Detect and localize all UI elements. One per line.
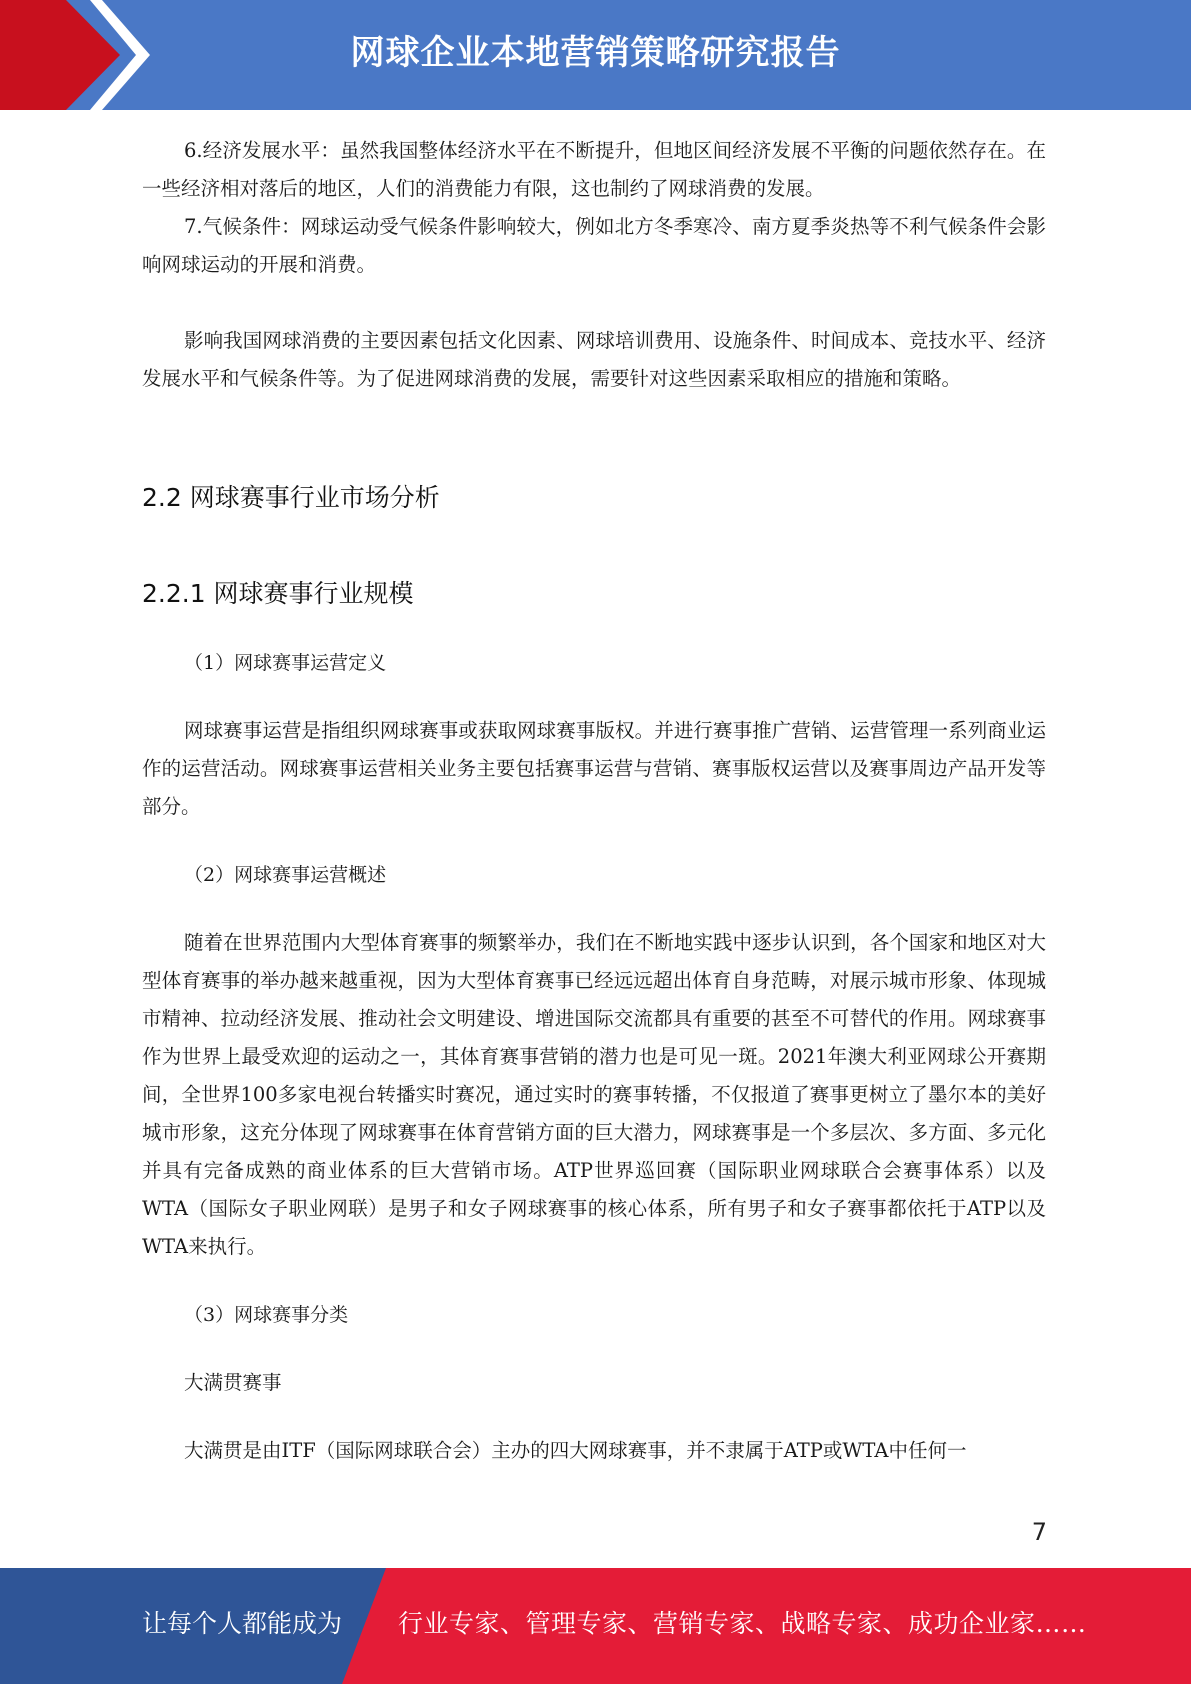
report-title: 网球企业本地营销策略研究报告 (350, 33, 841, 73)
subheading-overview: （2）网球赛事运营概述 (184, 864, 387, 886)
paragraph-overview: 随着在世界范围内大型体育赛事的频繁举办，我们在不断地实践中逐步认识到，各个国家和地区对大型体育赛事的举办越来越重视，因为大型体育赛事已经远远超出体育自身范畴，对展示城市形象、体现城市精神、拉动经济发展、推动社会文明建设、增进国际交流都具有重要的甚至不可替代的作用。网球赛事作为世界上最受欢迎的运动之一，其体育赛事营销的潜力也是可见一斑。2021年澳大利亚网球公开赛期间，全世界100多家电视台转播实时赛况，通过实时的赛事转播，不仅报道了赛事更树立了墨尔本的美好城市形象，这充分体现了网球赛事在体育营销方面的巨大潜力，网球赛事是一个多层次、多方面、多元化并具有完备成熟的商业体系的巨大营销市场。ATP世界巡回赛（国际职业网球联合会赛事体系）以及WTA（国际女子职业网联）是男子和女子网球赛事的核心体系，所有男子和女子赛事都依托于ATP以及WTA来执行。 (142, 931, 1046, 1258)
paragraph-grand-slam: 大满贯是由ITF（国际网球联合会）主办的四大网球赛事，并不隶属于ATP或WTA中任何一 (184, 1439, 967, 1462)
page-footer (0, 1568, 1191, 1684)
paragraph-economic-level: 6.经济发展水平：虽然我国整体经济水平在不断提升，但地区间经济发展不平衡的问题依然存在。在一些经济相对落后的地区，人们的消费能力有限，这也制约了网球消费的发展。 (142, 139, 1046, 200)
subheading-classification: （3）网球赛事分类 (184, 1304, 349, 1326)
section-heading-2-2: 2.2 网球赛事行业市场分析 (142, 483, 440, 512)
paragraph-grand-slam-label: 大满贯赛事 (184, 1371, 282, 1394)
paragraph-climate: 7.气候条件：网球运动受气候条件影响较大，例如北方冬季寒冷、南方夏季炎热等不利气候条件会影响网球运动的开展和消费。 (142, 215, 1046, 276)
paragraph-summary-factors: 影响我国网球消费的主要因素包括文化因素、网球培训费用、设施条件、时间成本、竞技水平、经济发展水平和气候条件等。为了促进网球消费的发展，需要针对这些因素采取相应的措施和策略。 (142, 329, 1046, 390)
page-content (142, 132, 1046, 1470)
subheading-definition: （1）网球赛事运营定义 (184, 652, 387, 674)
section-heading-2-2-1: 2.2.1 网球赛事行业规模 (142, 579, 414, 608)
paragraph-definition: 网球赛事运营是指组织网球赛事或获取网球赛事版权。并进行赛事推广营销、运营管理一系列商业运作的运营活动。网球赛事运营相关业务主要包括赛事运营与营销、赛事版权运营以及赛事周边产品开发等部分。 (142, 719, 1046, 818)
footer-slogan-left: 让每个人都能成为 (142, 1609, 343, 1638)
page-header (0, 0, 1191, 110)
page-number: 7 (1031, 1518, 1047, 1546)
footer-slogan-right: 行业专家、管理专家、营销专家、战略专家、成功企业家…… (398, 1609, 1087, 1638)
